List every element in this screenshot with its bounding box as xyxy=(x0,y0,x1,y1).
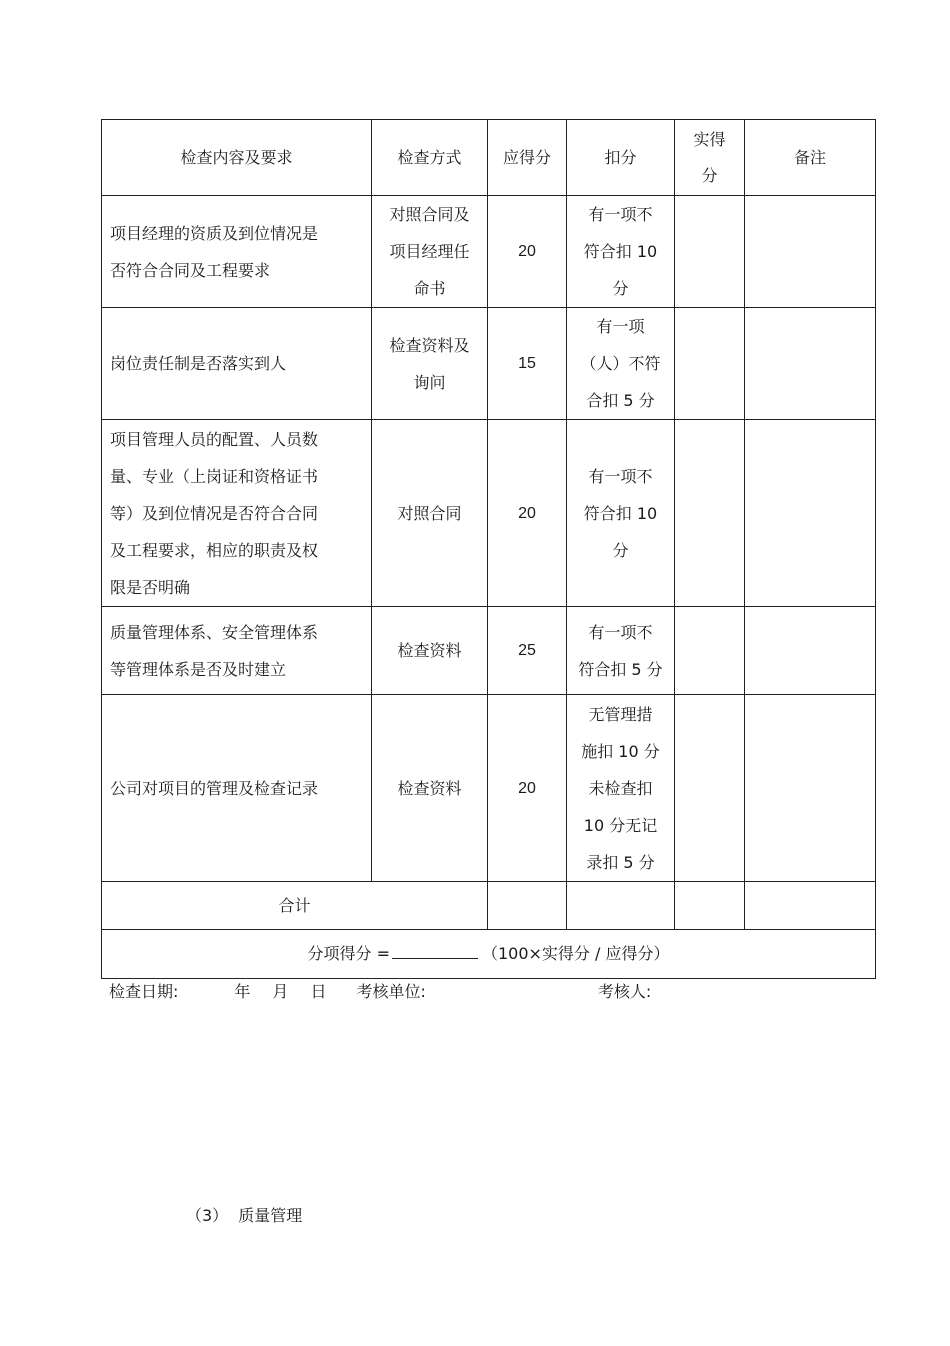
row-method: 检查资料 xyxy=(372,607,488,695)
total-score-due-cell[interactable] xyxy=(488,882,567,930)
row-content: 岗位责任制是否落实到人 xyxy=(102,308,372,420)
date-label: 检查日期: xyxy=(109,982,179,1001)
row-actual-cell[interactable] xyxy=(675,308,745,420)
row-score: 20 xyxy=(488,196,567,308)
row-method: 检查资料 xyxy=(372,695,488,882)
row-actual-cell[interactable] xyxy=(675,420,745,607)
unit-label: 考核单位: xyxy=(356,982,426,1001)
row-remark-cell[interactable] xyxy=(745,420,876,607)
row-deduct: 无管理措 施扣 10 分 未检查扣 10 分无记 录扣 5 分 xyxy=(567,695,675,882)
row-deduct: 有一项不 符合扣 5 分 xyxy=(567,607,675,695)
row-actual-cell[interactable] xyxy=(675,607,745,695)
row-deduct: 有一项 （人）不符 合扣 5 分 xyxy=(567,308,675,420)
month-label: 月 xyxy=(272,982,289,1001)
header-remark: 备注 xyxy=(745,120,876,196)
formula-cell xyxy=(102,930,876,979)
section-title: 质量管理 xyxy=(238,1206,303,1225)
row-content: 项目管理人员的配置、人员数 量、专业（上岗证和资格证书 等）及到位情况是否符合合同 及工程要求，相应的职责及权 限是否明确 xyxy=(102,420,372,607)
table-row xyxy=(102,695,876,882)
total-deduct-cell[interactable] xyxy=(567,882,675,930)
year-label: 年 xyxy=(234,982,251,1001)
header-content: 检查内容及要求 xyxy=(102,120,372,196)
row-score: 25 xyxy=(488,607,567,695)
section-heading xyxy=(186,1204,302,1228)
row-actual-cell[interactable] xyxy=(675,196,745,308)
header-method: 检查方式 xyxy=(372,120,488,196)
score-blank-field[interactable] xyxy=(392,942,478,959)
row-score: 20 xyxy=(488,695,567,882)
row-deduct: 有一项不 符合扣 10 分 xyxy=(567,420,675,607)
formula-row xyxy=(102,930,876,979)
total-actual-cell[interactable] xyxy=(675,882,745,930)
day-label: 日 xyxy=(310,982,327,1001)
row-deduct: 有一项不 符合扣 10 分 xyxy=(567,196,675,308)
inspection-table xyxy=(101,119,876,979)
formula-prefix: 分项得分 = xyxy=(307,944,390,963)
table-row xyxy=(102,196,876,308)
table-row xyxy=(102,420,876,607)
total-remark-cell[interactable] xyxy=(745,882,876,930)
row-remark-cell[interactable] xyxy=(745,607,876,695)
total-row xyxy=(102,882,876,930)
inspector-label: 考核人: xyxy=(597,982,652,1001)
row-remark-cell[interactable] xyxy=(745,196,876,308)
row-score: 15 xyxy=(488,308,567,420)
row-content: 质量管理体系、安全管理体系 等管理体系是否及时建立 xyxy=(102,607,372,695)
header-row xyxy=(102,120,876,196)
row-remark-cell[interactable] xyxy=(745,695,876,882)
header-deduct: 扣分 xyxy=(567,120,675,196)
table-row xyxy=(102,308,876,420)
row-method: 对照合同及 项目经理任 命书 xyxy=(372,196,488,308)
header-actual xyxy=(675,120,745,196)
inspection-footer xyxy=(109,980,651,1004)
row-actual-cell[interactable] xyxy=(675,695,745,882)
row-score: 20 xyxy=(488,420,567,607)
header-actual-text: 实得 分 xyxy=(693,129,726,185)
row-method: 检查资料及 询问 xyxy=(372,308,488,420)
header-score-due: 应得分 xyxy=(488,120,567,196)
table-row xyxy=(102,607,876,695)
formula-suffix: （100×实得分 / 应得分） xyxy=(481,944,670,963)
row-content: 公司对项目的管理及检查记录 xyxy=(102,695,372,882)
row-remark-cell[interactable] xyxy=(745,308,876,420)
row-method: 对照合同 xyxy=(372,420,488,607)
total-label: 合计 xyxy=(102,882,488,930)
section-number: （3） xyxy=(186,1206,229,1225)
row-content: 项目经理的资质及到位情况是 否符合合同及工程要求 xyxy=(102,196,372,308)
